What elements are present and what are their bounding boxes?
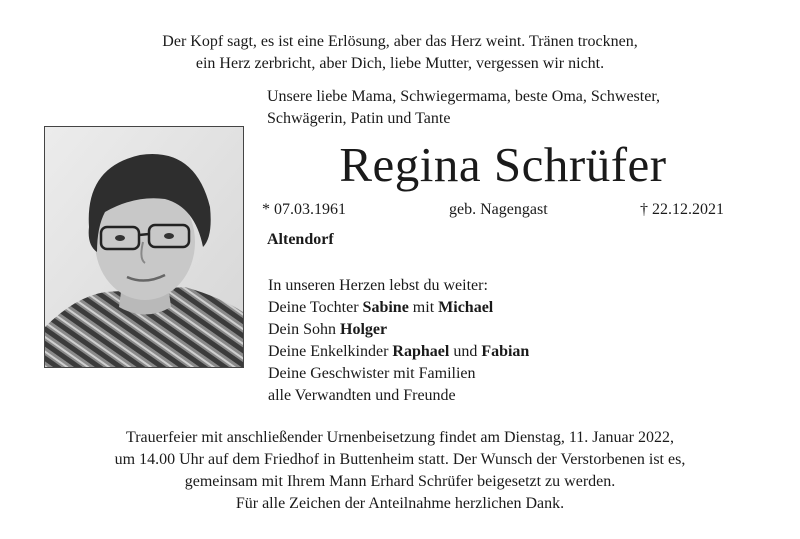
deceased-name: Regina Schrüfer (339, 137, 667, 192)
place-of-residence: Altendorf (267, 231, 334, 248)
notice-line: um 14.00 Uhr auf dem Friedhof in Buttenheim statt. Der Wunsch der Verstorbenen ist es, (114, 451, 686, 468)
intro-line: Unsere liebe Mama, Schwiegermama, beste Oma, Schwester, (267, 88, 660, 105)
mourner-line-son (268, 319, 728, 341)
quote-line: Der Kopf sagt, es ist eine Erlösung, aber das Herz weint. Tränen trocknen, (162, 33, 638, 50)
birth-date: * 07.03.1961 (262, 201, 346, 218)
notice-line: Für alle Zeichen der Anteilnahme herzlichen Dank. (235, 495, 565, 512)
death-date: † 22.12.2021 (640, 201, 724, 218)
portrait-photo (44, 126, 244, 368)
funeral-notice (0, 427, 800, 515)
mourner-line-others: alle Verwandten und Freunde (268, 387, 456, 404)
mourner-connector: und (453, 343, 478, 360)
mourner-line-daughter (268, 297, 728, 319)
maiden-name: geb. Nagengast (449, 201, 548, 218)
mourner-relation: Deine Tochter (268, 299, 359, 316)
mourner-relation: Dein Sohn (268, 321, 336, 338)
mourner-name: Holger (340, 321, 388, 338)
mourner-name: Fabian (481, 343, 530, 360)
notice-line: Trauerfeier mit anschließender Urnenbeisetzung findet am Dienstag, 11. Januar 2022, (126, 429, 674, 446)
mourner-line-siblings: Deine Geschwister mit Familien (268, 365, 476, 382)
mourner-name: Raphael (392, 343, 450, 360)
quote-line: ein Herz zerbricht, aber Dich, liebe Mutter, vergessen wir nicht. (195, 55, 605, 72)
intro-text (267, 86, 787, 130)
mourners-heading: In unseren Herzen lebst du weiter: (268, 277, 488, 294)
mourner-name: Sabine (362, 299, 409, 316)
notice-line: gemeinsam mit Ihrem Mann Erhard Schrüfer beigesetzt zu werden. (184, 473, 616, 490)
quote (0, 31, 800, 75)
portrait-illustration (45, 127, 243, 367)
intro-line: Schwägerin, Patin und Tante (267, 110, 451, 127)
mourner-name: Michael (438, 299, 494, 316)
mourner-relation: Deine Enkelkinder (268, 343, 389, 360)
mourner-line-grandchildren (268, 341, 728, 363)
mourners-list (268, 275, 728, 407)
mourner-connector: mit (412, 299, 435, 316)
